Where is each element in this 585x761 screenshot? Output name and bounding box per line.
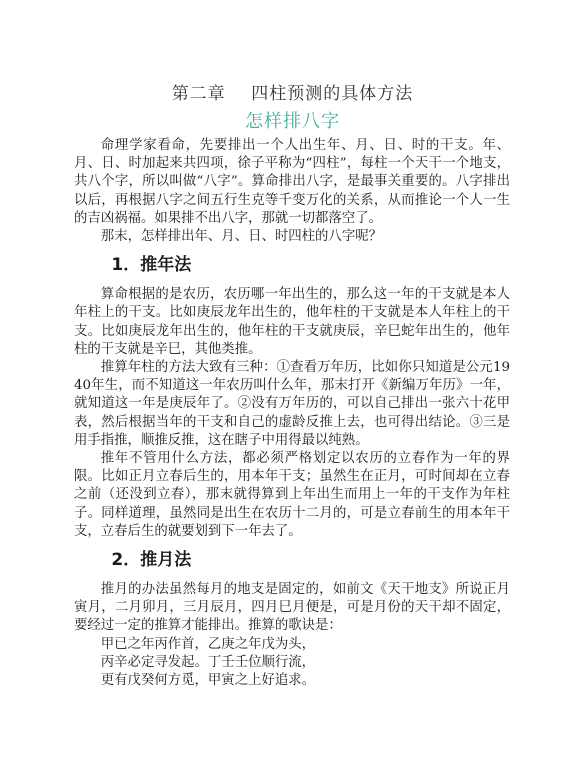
- chapter-title: 第二章 四柱预测的具体方法: [171, 84, 414, 104]
- verse-line-1: 甲已之年丙作首，乙庚之年戊为头，: [100, 636, 316, 652]
- document-body: [74, 137, 510, 690]
- year-paragraph-1: 算命根据的是农历，农历哪一年出生的，那么这一年的干支就是本人年柱上的干支。比如庚辰龙年出生的，他年柱的干支就是本人年柱上的干支。比如庚辰龙年出生的，他年柱的干支就庚辰，辛巳蛇年出生的，他年柱的干支就是辛巳，其他类推。: [74, 287, 510, 357]
- year-paragraph-3: 推年不管用什么方法，都必须严格划定以农历的立春作为一年的界限。比如正月立春后生的，用本年干支；虽然生在正月，可时间却在立春之前（还没到立春），那末就得算到上年出生而用上一年的干支作为年柱子。同样道理，虽然同是出生在农历十二月的，可是立春前生的用本年干支，立春后生的就要划到下一年去了。: [74, 451, 510, 539]
- intro-paragraph-1: 命理学家看命，先要排出一个人出生年、月、日、时的干支。年、月、日、时加起来共四项，徐子平称为“四柱”，每柱一个天干一个地支，共八个字，所以叫做“八字”。算命排出八字，是最事关重要的。八字排出以后，再根据八字之间五行生克等千变万化的关系，从而推论一个人一生的吉凶祸福。如果排不出八字，那就一切都落空了。: [74, 138, 510, 226]
- intro-paragraph-2: 那末，怎样排出年、月、日、时四柱的八字呢？: [100, 229, 382, 245]
- year-paragraph-2: 推算年柱的方法大致有三种：①查看万年历，比如你只知道是公元1940年生，而不知道这一年农历叫什么年，那末打开《新编万年历》一年，就知道这一年是庚辰年了。②没有万年历的，可以自己排出一张六十花甲表，然后根据当年的干支和自己的虚龄反推上去，也可得出结论。③三是用手指推，顺推反推，这在瞎子中用得最以纯熟。: [74, 360, 510, 448]
- month-paragraph-1: 推月的办法虽然每月的地支是固定的，如前文《天干地支》所说正月寅月，二月卯月，三月辰月，四月巳月便是，可是月份的天干却不固定，要经过一定的推算才能排出。推算的歌诀是：: [74, 582, 510, 634]
- verse-line-2: 丙辛必定寻发起。丁壬壬位顺行流，: [100, 654, 316, 670]
- section-heading-month: 2．推月法: [111, 550, 192, 571]
- section-subtitle: 怎样排八字: [245, 111, 340, 132]
- section-heading-year: 1．推年法: [111, 255, 192, 276]
- verse-line-3: 更有戊癸何方觅，甲寅之上好追求。: [100, 673, 316, 689]
